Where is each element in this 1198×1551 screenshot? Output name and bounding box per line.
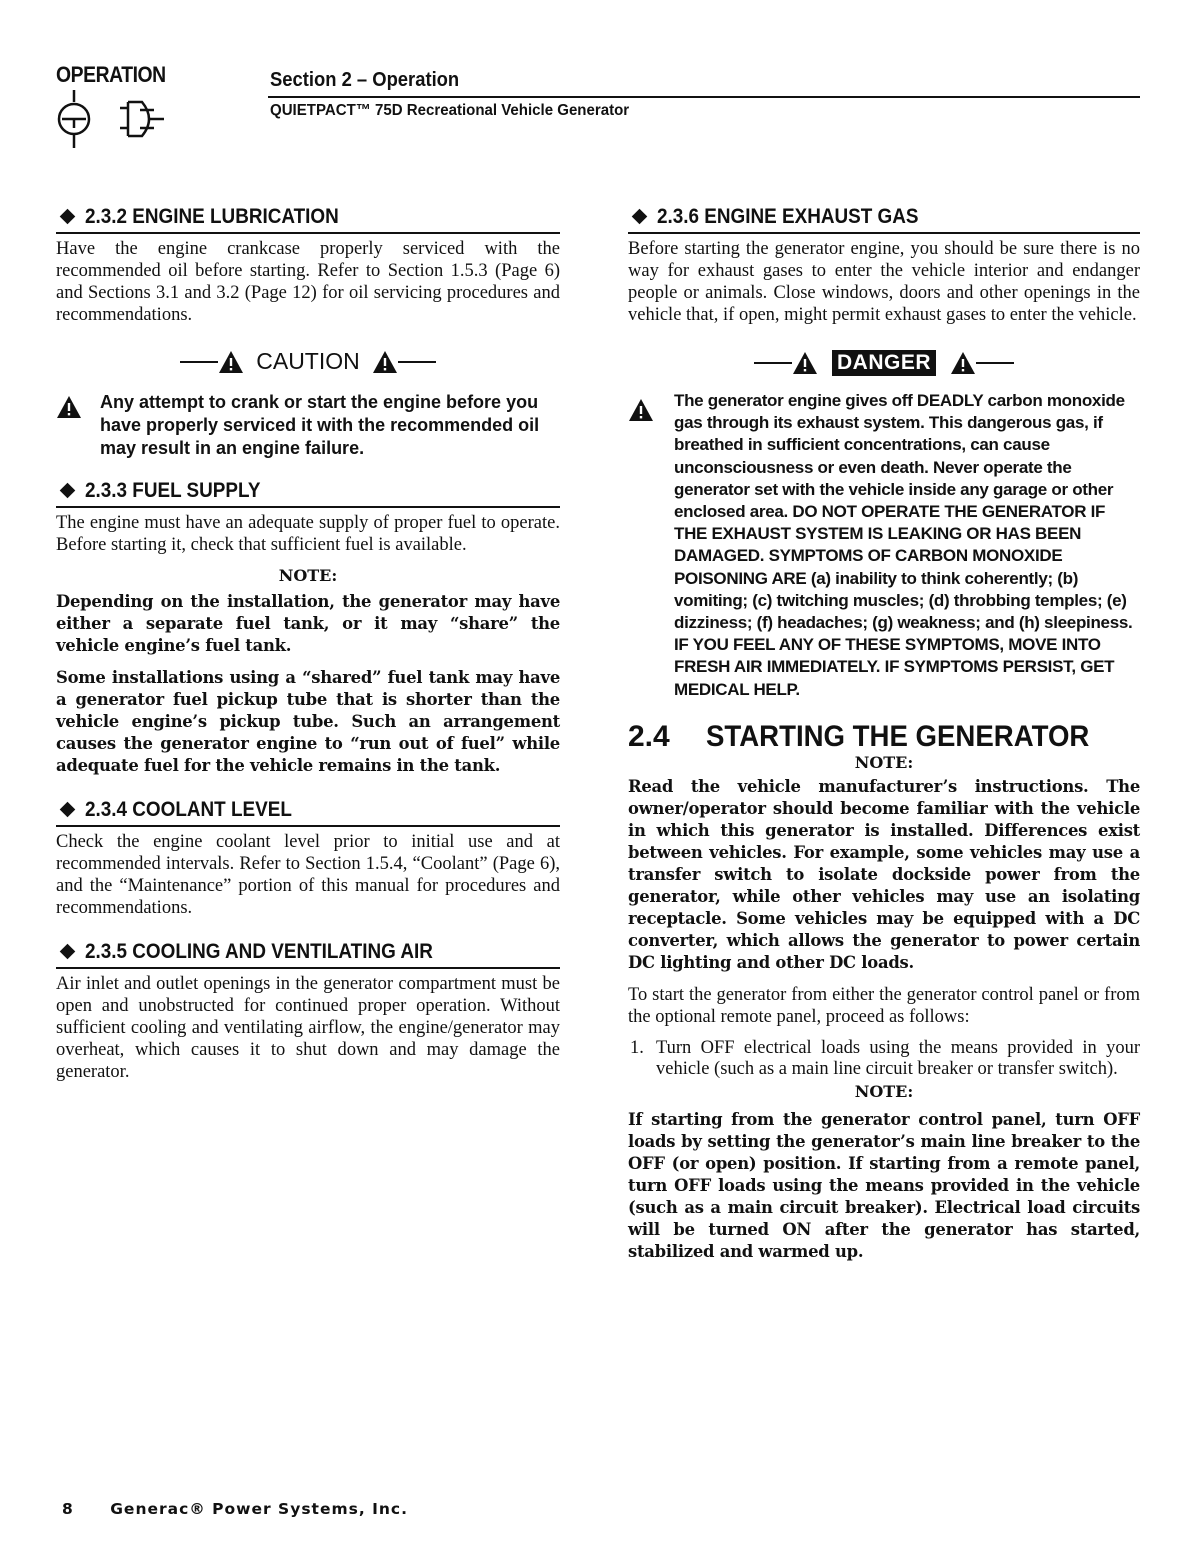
warning-triangle-icon [218, 350, 244, 374]
heading-2-3-5: 2.3.5 COOLING AND VENTILATING AIR [56, 939, 560, 969]
danger-message: The generator engine gives off DEADLY carbon monoxide gas through its exhaust system. This dangerous gas, if breathed in sufficient concentrations, can cause unconsciousness or even death. Never operate the generator set with the vehicle inside any garage or other enclosed area. DO NOT OPERATE THE GENERATOR IF THE EXHAUST SYSTEM IS LEAKING OR HAS BEEN DAMAGED. SYMPTOMS OF CARBON MONOXIDE POISONING ARE (a) inability to think coherently; (b) vomiting; (c) twitching muscles; (d) throbbing temples; (e) dizziness; (f) headaches; (g) weakness; and (h) sleepiness. IF YOU FEEL ANY OF THESE SYMPTOMS, MOVE INTO FRESH AIR IMMEDIATELY. IF SYMPTOMS PERSIST, GET MEDICAL HELP. [628, 390, 1140, 701]
section-title-2-4: STARTING THE GENERATOR [706, 719, 1090, 753]
cooling-air-body: Air inlet and outlet openings in the generator compartment must be open and unobstructed for continued proper operation. Without sufficient cooling and ventilating airflow, the engine/generator may overheat, which causes it to shut down and may damage the generator. [56, 974, 560, 1082]
fuel-note-2: Some installations using a “shared” fuel tank may have a generator fuel pickup tube that is shorter than the vehicle engine’s pickup tube. Such an arrangement causes the generator engine to “run out of fuel” while adequate fuel for the vehicle remains in the tank. [56, 668, 560, 775]
header-rule [268, 96, 1140, 98]
warning-triangle-icon [56, 395, 82, 419]
caution-message: Any attempt to crank or start the engine before you have properly serviced it with the recommended oil may result in an engine failure. [56, 391, 560, 460]
warning-triangle-icon [792, 351, 818, 375]
coolant-body: Check the engine coolant level prior to initial use and at recommended intervals. Refer to Section 1.5.4, “Coolant” (Page 6), and the “Maintenance” portion of this manual for procedures and recommendations. [56, 832, 560, 918]
loads-note: If starting from the generator control panel, turn OFF loads by setting the generator’s main line breaker to the OFF (or open) position. If starting from a remote panel, turn OFF loads using the means provided in the vehicle (such as a main circuit breaker). Electrical load circuits will be turned ON after the generator has started, stabilized and warmed up. [628, 1109, 1140, 1261]
list-item: 1. Turn OFF electrical loads using the means provided in your vehicle (such as a main line circuit breaker or transfer switch). [630, 1037, 1140, 1079]
heading-2-3-4: 2.3.4 COOLANT LEVEL [56, 797, 560, 827]
diamond-bullet-icon [60, 802, 76, 818]
warning-triangle-icon [372, 350, 398, 374]
operation-icon [56, 88, 186, 152]
warning-triangle-icon [950, 351, 976, 375]
warning-triangle-icon [628, 398, 654, 422]
heading-2-4 [628, 721, 1140, 753]
page-number: 8 [62, 1500, 74, 1518]
heading-2-3-3: 2.3.3 FUEL SUPPLY [56, 478, 560, 508]
diamond-bullet-icon [60, 209, 76, 225]
caution-label: CAUTION [256, 348, 360, 374]
category-label: OPERATION [56, 62, 166, 87]
section-number: 2.4 [628, 719, 670, 753]
fuel-note-1: Depending on the installation, the generator may have either a separate fuel tank, or it may “share” the vehicle engine’s fuel tank. [56, 592, 560, 655]
exhaust-body: Before starting the generator engine, you should be sure there is no way for exhaust gases to enter the vehicle interior and endanger people or animals. Close windows, doors and other openings in the vehicle that, if open, might permit exhaust gases to enter the vehicle. [628, 239, 1140, 325]
model-title: QUIETPACT™ 75D Recreational Vehicle Generator [270, 102, 630, 119]
starting-body: To start the generator from either the generator control panel or from the optional remote panel, proceed as follows: [628, 984, 1140, 1027]
fuel-supply-body: The engine must have an adequate supply of proper fuel to operate. Before starting it, check that sufficient fuel is available. [56, 513, 560, 555]
company-name: Generac® Power Systems, Inc. [110, 1500, 409, 1518]
note-label: NOTE: [854, 1081, 914, 1101]
heading-2-3-2: 2.3.2 ENGINE LUBRICATION [56, 204, 560, 234]
section-title: Section 2 – Operation [270, 69, 460, 91]
lubrication-body: Have the engine crankcase properly serviced with the recommended oil before starting. Refer to Section 1.5.3 (Page 6) and Sections 3.1 and 3.2 (Page 12) for oil servicing procedures and recommendations. [56, 239, 560, 325]
diamond-bullet-icon [632, 209, 648, 225]
note-label: NOTE: [278, 566, 338, 585]
note-label: NOTE: [854, 752, 914, 772]
left-column [56, 204, 560, 1083]
page-footer [62, 1500, 408, 1518]
heading-2-3-6: 2.3.6 ENGINE EXHAUST GAS [628, 204, 1140, 234]
starting-note: Read the vehicle manufacturer’s instructions. The owner/operator should become familiar with the vehicle in which this generator is installed. Differences exist between vehicles. For example, some vehicles may use a transfer switch to isolate dockside power from the generator, while other vehicles may use an isolating receptacle. Some vehicles may be equipped with a DC converter, which allows the generator to power certain DC lighting and other DC loads. [628, 776, 1140, 972]
diamond-bullet-icon [60, 944, 76, 960]
caution-banner [56, 348, 560, 375]
danger-banner [628, 350, 1140, 376]
danger-label: DANGER [832, 350, 936, 376]
right-column [628, 204, 1140, 1263]
diamond-bullet-icon [60, 483, 76, 499]
